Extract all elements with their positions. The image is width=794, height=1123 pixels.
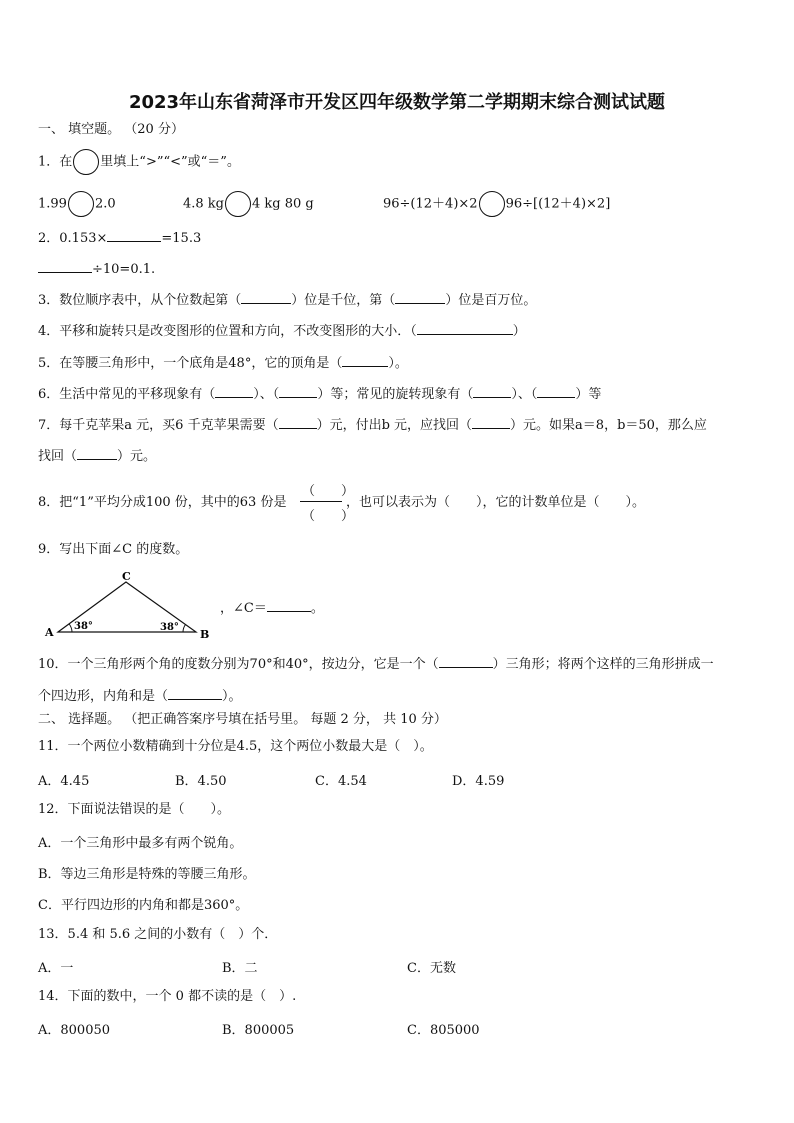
q3-text-c: ）位是百万位。 (445, 293, 537, 308)
option-b[interactable]: B．二 (222, 961, 258, 976)
q10-text-c: 个四边形，内角和是（ (38, 689, 169, 704)
q1-a-right: 2.0 (94, 196, 116, 212)
q1-c-right: 96÷[(12＋4)×2] (505, 196, 611, 212)
compare-circle-icon[interactable] (225, 191, 251, 217)
answer-blank[interactable] (38, 259, 92, 273)
option-c[interactable]: C．无数 (407, 961, 456, 976)
q3-text-b: ）位是千位，第（ (291, 293, 396, 308)
q7-number: 7． (38, 418, 60, 433)
question-4 (38, 321, 526, 341)
answer-blank[interactable] (439, 654, 493, 668)
option-a[interactable]: A．4.45 (38, 774, 90, 789)
q9-answer-b: 。 (310, 601, 324, 616)
option-c[interactable]: C．4.54 (315, 774, 367, 789)
vertex-label-b: B (200, 628, 210, 641)
question-11: 11．一个两位小数精确到十分位是4.5，这个两位小数最大是（ ）。 (38, 739, 433, 754)
q6-text-e: ）等 (575, 387, 602, 402)
question-6 (38, 384, 601, 404)
q2-line2: ÷10=0.1. (92, 262, 156, 277)
compare-circle-icon[interactable] (68, 191, 94, 217)
q1-number: 1． (38, 154, 60, 170)
answer-blank[interactable] (279, 415, 317, 429)
answer-blank[interactable] (342, 353, 388, 367)
compare-circle-icon (73, 149, 99, 175)
option-b[interactable]: B．800005 (222, 1023, 295, 1038)
answer-blank[interactable] (472, 415, 510, 429)
q9-number: 9． (38, 542, 60, 557)
q1-b-right: 4 kg 80 g (252, 196, 314, 212)
question-8-part-a (38, 494, 286, 512)
fraction-numerator: （ ） (302, 484, 355, 499)
q6-text-d: ）、（ (511, 387, 538, 402)
q7-text-a: 每千克苹果a 元，买6 千克苹果需要（ (59, 418, 279, 433)
option-c[interactable]: C．805000 (407, 1023, 480, 1038)
vertex-label-a: A (45, 626, 54, 639)
answer-blank[interactable] (77, 446, 117, 460)
answer-blank[interactable] (473, 384, 511, 398)
question-13: 13．5.4 和 5.6 之间的小数有（ ）个． (38, 927, 278, 942)
q9-answer-a: ，∠C＝ (220, 601, 267, 616)
answer-blank[interactable] (168, 686, 222, 700)
q9-answer (220, 598, 324, 618)
q1-item-b (183, 191, 314, 217)
section-choice-heading: 二、 选择题。 （把正确答案序号填在括号里。 每题 2 分， 共 10 分） (38, 712, 447, 727)
option-b[interactable]: B．等边三角形是特殊的等腰三角形。 (38, 867, 256, 882)
angle-arc-a (69, 624, 72, 632)
q2-line1-b: =15.3 (161, 231, 202, 246)
answer-blank[interactable] (537, 384, 575, 398)
q7-text-b: ）元，付出b 元，应找回（ (316, 418, 473, 433)
q3-number: 3． (38, 293, 60, 308)
q5-number: 5． (38, 356, 60, 371)
q1-post: 里填上“>”“<”或“＝”。 (100, 154, 240, 170)
q5-text-a: 在等腰三角形中，一个底角是48°，它的顶角是（ (59, 356, 343, 371)
question-7-line2 (38, 446, 156, 466)
q6-text-b: ）、（ (253, 387, 280, 402)
q7-text-d: 找回（ (38, 449, 78, 464)
q10-text-a: 一个三角形两个角的度数分别为70°和40°，按边分，它是一个（ (67, 657, 439, 672)
q6-text-a: 生活中常见的平移现象有（ (59, 387, 216, 402)
q10-text-b: ）三角形；将两个这样的三角形拼成一 (492, 657, 714, 672)
vertex-label-c: C (122, 570, 131, 583)
answer-blank[interactable] (417, 321, 513, 335)
question-12: 12．下面说法错误的是（ ）。 (38, 802, 231, 817)
question-2-line2 (38, 259, 155, 279)
fraction-denominator: （ ） (302, 509, 355, 524)
q10-text-d: ）。 (222, 689, 242, 704)
q5-text-b: ）。 (388, 356, 408, 371)
answer-blank[interactable] (279, 384, 317, 398)
answer-blank[interactable] (241, 290, 291, 304)
angle-arc-b (183, 625, 186, 633)
option-a[interactable]: A．一 (38, 961, 74, 976)
question-10-line2 (38, 686, 242, 706)
question-10 (38, 654, 714, 674)
q1-b-left: 4.8 kg (183, 196, 225, 212)
question-2 (38, 228, 201, 248)
q1-pre: 在 (59, 154, 73, 170)
q6-number: 6． (38, 387, 60, 402)
question-3 (38, 290, 536, 310)
q3-text-a: 数位顺序表中，从个位数起第（ (59, 293, 242, 308)
question-5 (38, 353, 408, 373)
q10-number: 10． (38, 657, 68, 672)
question-14: 14．下面的数中，一个 0 都不读的是（ ）. (38, 989, 297, 1004)
answer-blank[interactable] (107, 228, 161, 242)
q2-line1-a: 0.153× (59, 231, 108, 246)
q4-number: 4． (38, 324, 60, 339)
q1-c-left: 96÷(12＋4)×2 (383, 196, 478, 212)
q1-a-left: 1.99 (38, 196, 67, 212)
answer-blank[interactable] (215, 384, 253, 398)
angle-label-a: 38° (74, 621, 93, 632)
q9-text: 写出下面∠C 的度数。 (59, 542, 189, 557)
q2-number: 2． (38, 231, 60, 246)
option-b[interactable]: B．4.50 (175, 774, 227, 789)
question-1 (38, 149, 240, 175)
fraction-bar (300, 501, 342, 502)
q7-text-e: ）元。 (117, 449, 157, 464)
page-title: 2023年山东省菏泽市开发区四年级数学第二学期期末综合测试试题 (128, 92, 666, 113)
q4-text-a: 平移和旋转只是改变图形的位置和方向，不改变图形的大小．（ (59, 324, 417, 339)
q1-item-a (38, 191, 116, 217)
question-9 (38, 541, 188, 559)
section-fill-blank-heading: 一、 填空题。 （20 分） (38, 122, 184, 137)
q4-text-b: ） (512, 324, 526, 339)
compare-circle-icon[interactable] (479, 191, 505, 217)
q7-text-c: ）元。如果a＝8，b＝50，那么应 (510, 418, 707, 433)
triangle-diagram (38, 568, 213, 642)
option-d[interactable]: D．4.59 (452, 774, 505, 789)
q8-number: 8． (38, 495, 60, 510)
q8-text-a: 把“1”平均分成100 份，其中的63 份是 (59, 495, 287, 510)
answer-blank[interactable] (267, 598, 311, 612)
angle-label-b: 38° (160, 622, 179, 633)
option-a[interactable]: A．800050 (38, 1023, 111, 1038)
fraction[interactable] (300, 480, 355, 524)
q1-item-c (383, 191, 610, 217)
answer-blank[interactable] (395, 290, 445, 304)
q6-text-c: ）等；常见的旋转现象有（ (317, 387, 474, 402)
question-7 (38, 415, 707, 435)
option-a[interactable]: A．一个三角形中最多有两个锐角。 (38, 836, 243, 851)
option-c[interactable]: C．平行四边形的内角和都是360°。 (38, 898, 249, 913)
question-8-part-b: ，也可以表示为（ ），它的计数单位是（ ）。 (346, 495, 646, 510)
